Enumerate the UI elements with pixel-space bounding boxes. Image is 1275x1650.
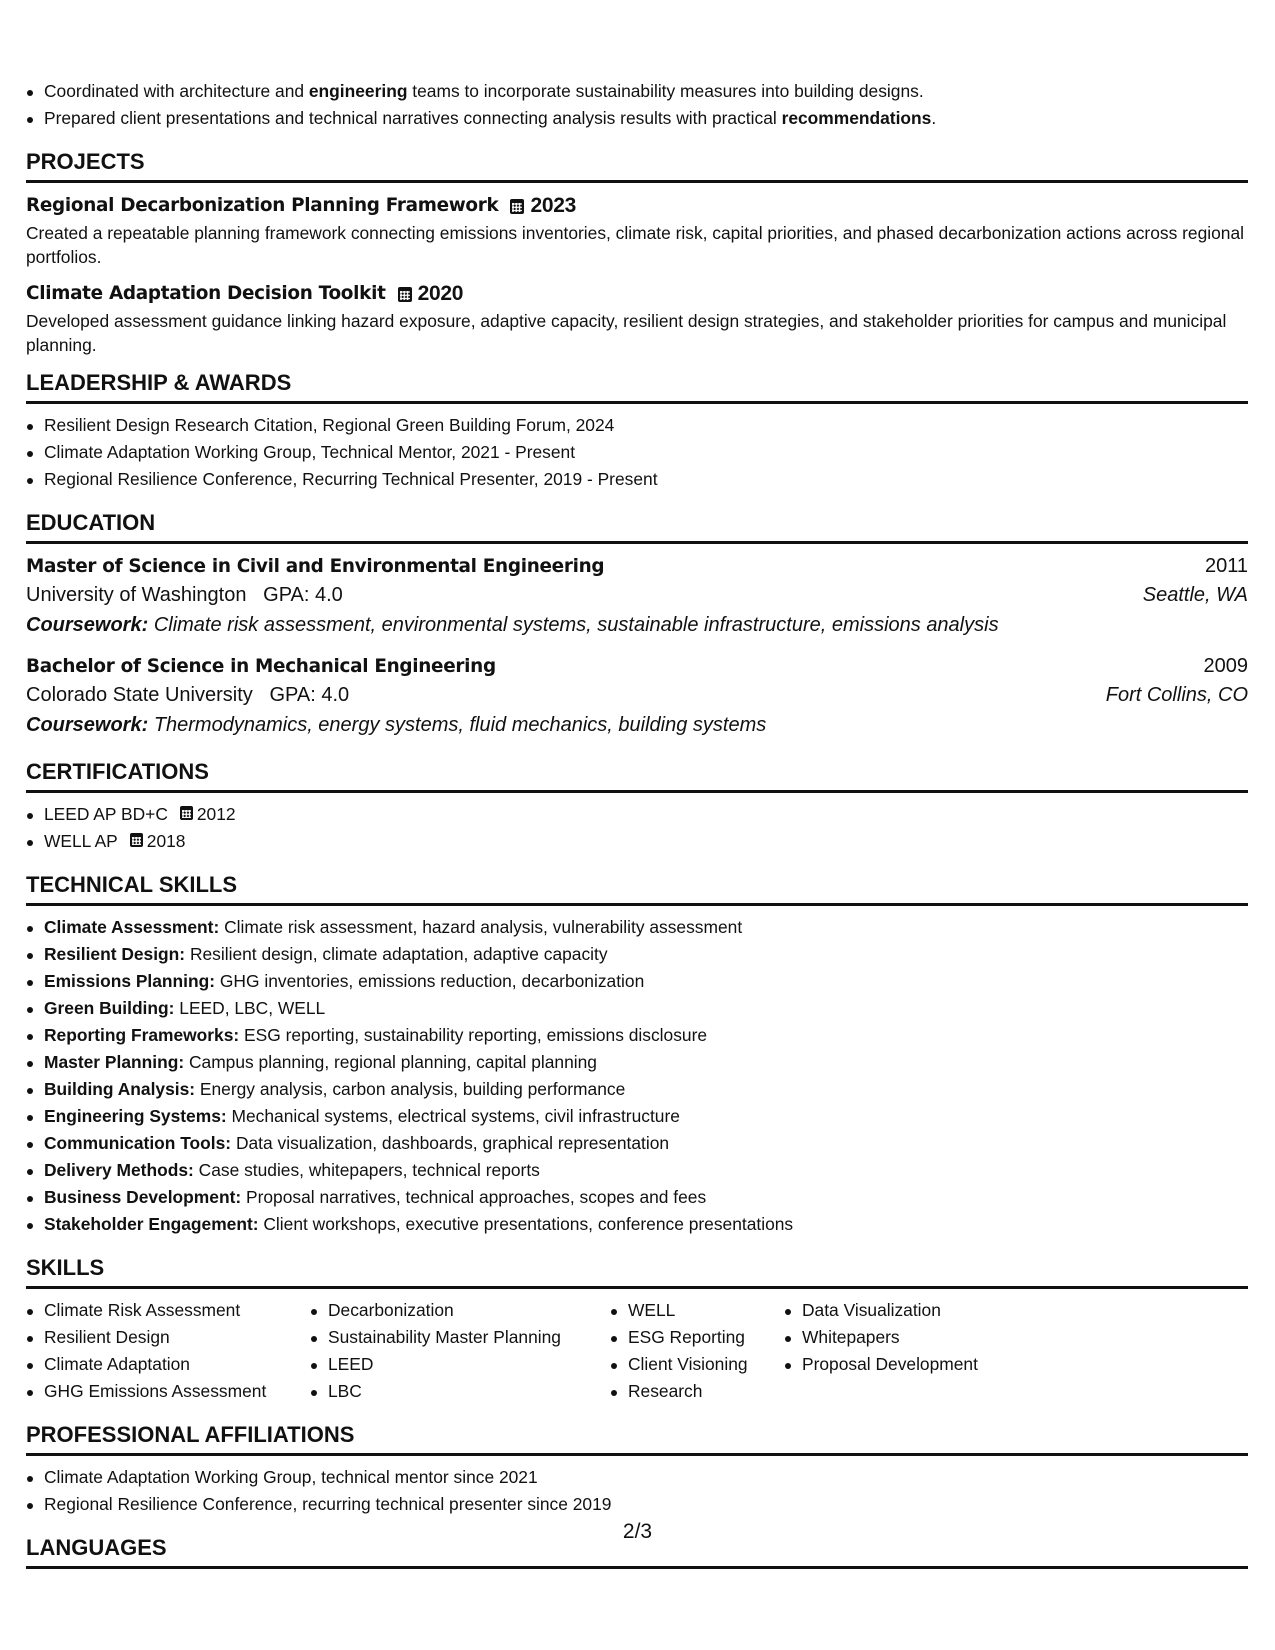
calendar-icon bbox=[398, 287, 412, 302]
list-item: WELL bbox=[628, 1297, 784, 1324]
list-item: Whitepapers bbox=[802, 1324, 1042, 1351]
project-description: Developed assessment guidance linking hazard exposure, adaptive capacity, resilient design strategies, and stakeholder priorities for campus and municipal planning. bbox=[26, 311, 1227, 355]
list-item: Communication Tools: Data visualization, dashboards, graphical representation bbox=[44, 1130, 1248, 1157]
list-item: Business Development: Proposal narratives, technical approaches, scopes and fees bbox=[44, 1184, 1248, 1211]
list-item: GHG Emissions Assessment bbox=[44, 1378, 310, 1405]
section-heading-leadership: LEADERSHIP & AWARDS bbox=[26, 369, 1248, 404]
project-title: Climate Adaptation Decision Toolkit bbox=[26, 283, 386, 304]
technical-skills-list bbox=[26, 914, 1248, 1238]
project-entry bbox=[26, 279, 1248, 357]
list-item: LBC bbox=[328, 1378, 610, 1405]
list-item: Climate Adaptation Working Group, technical mentor since 2021 bbox=[44, 1464, 1248, 1491]
list-item: Resilient Design Research Citation, Regional Green Building Forum, 2024 bbox=[44, 412, 1248, 439]
list-item: Proposal Development bbox=[802, 1351, 1042, 1378]
education-entry bbox=[26, 552, 1248, 640]
list-item: Climate Adaptation bbox=[44, 1351, 310, 1378]
project-entry bbox=[26, 191, 1248, 269]
section-heading-affiliations: PROFESSIONAL AFFILIATIONS bbox=[26, 1421, 1248, 1456]
list-item: Stakeholder Engagement: Client workshops, executive presentations, conference presentations bbox=[44, 1211, 1248, 1238]
coursework: Coursework: Climate risk assessment, environmental systems, sustainable infrastructure, emissions analysis bbox=[26, 614, 999, 636]
skills-grid bbox=[26, 1297, 1248, 1405]
list-item: LEED bbox=[328, 1351, 610, 1378]
list-item: Sustainability Master Planning bbox=[328, 1324, 610, 1351]
certifications-list bbox=[26, 801, 1248, 855]
calendar-icon bbox=[510, 199, 524, 214]
list-item: Regional Resilience Conference, Recurring Technical Presenter, 2019 - Present bbox=[44, 466, 1248, 493]
education-location: Seattle, WA bbox=[1142, 584, 1248, 606]
list-item: Engineering Systems: Mechanical systems, electrical systems, civil infrastructure bbox=[44, 1103, 1248, 1130]
calendar-icon bbox=[180, 806, 193, 820]
calendar-icon bbox=[130, 833, 143, 847]
page-number: 2/3 bbox=[622, 1520, 653, 1543]
skills-column bbox=[610, 1297, 784, 1405]
project-title: Regional Decarbonization Planning Framework bbox=[26, 195, 499, 216]
resume-page bbox=[26, 78, 1248, 1577]
gpa: GPA: 4.0 bbox=[263, 584, 343, 606]
coursework: Coursework: Thermodynamics, energy systems, fluid mechanics, building systems bbox=[26, 714, 767, 736]
list-item: Decarbonization bbox=[328, 1297, 610, 1324]
list-item: Delivery Methods: Case studies, whitepapers, technical reports bbox=[44, 1157, 1248, 1184]
project-year: 2020 bbox=[417, 282, 464, 305]
list-item: Resilient Design: Resilient design, climate adaptation, adaptive capacity bbox=[44, 941, 1248, 968]
degree: Bachelor of Science in Mechanical Engineering bbox=[26, 656, 496, 677]
education-entry bbox=[26, 652, 1248, 740]
list-item: Regional Resilience Conference, recurring technical presenter since 2019 bbox=[44, 1491, 1248, 1518]
experience-bullet: Coordinated with architecture and engineering teams to incorporate sustainability measures into building designs. bbox=[44, 78, 1248, 105]
list-item: Climate Adaptation Working Group, Technical Mentor, 2021 - Present bbox=[44, 439, 1248, 466]
gpa: GPA: 4.0 bbox=[269, 684, 350, 706]
school: University of Washington bbox=[26, 584, 247, 606]
list-item: ESG Reporting bbox=[628, 1324, 784, 1351]
list-item: WELL AP 2018 bbox=[44, 828, 1248, 855]
list-item: Master Planning: Campus planning, regional planning, capital planning bbox=[44, 1049, 1248, 1076]
list-item: LEED AP BD+C 2012 bbox=[44, 801, 1248, 828]
leadership-list bbox=[26, 412, 1248, 493]
education-location: Fort Collins, CO bbox=[1105, 684, 1248, 706]
list-item: Climate Assessment: Climate risk assessment, hazard analysis, vulnerability assessment bbox=[44, 914, 1248, 941]
section-heading-languages: LANGUAGES bbox=[26, 1534, 1248, 1569]
skills-column bbox=[310, 1297, 610, 1405]
degree: Master of Science in Civil and Environmental Engineering bbox=[26, 556, 605, 577]
section-heading-projects: PROJECTS bbox=[26, 148, 1248, 183]
skills-column bbox=[784, 1297, 1042, 1405]
affiliations-list bbox=[26, 1464, 1248, 1518]
project-year: 2023 bbox=[530, 194, 576, 217]
project-description: Created a repeatable planning framework connecting emissions inventories, climate risk, capital priorities, and phased decarbonization actions across regional portfolios. bbox=[26, 223, 1244, 267]
section-heading-education: EDUCATION bbox=[26, 509, 1248, 544]
list-item: Reporting Frameworks: ESG reporting, sustainability reporting, emissions disclosure bbox=[44, 1022, 1248, 1049]
section-heading-technical-skills: TECHNICAL SKILLS bbox=[26, 871, 1248, 906]
skills-column bbox=[26, 1297, 310, 1405]
education-year: 2011 bbox=[1204, 555, 1248, 577]
education-year: 2009 bbox=[1203, 655, 1248, 677]
experience-bullets bbox=[26, 78, 1248, 132]
list-item: Resilient Design bbox=[44, 1324, 310, 1351]
experience-bullet: Prepared client presentations and technical narratives connecting analysis results with practical recommendations. bbox=[44, 105, 1248, 132]
list-item: Research bbox=[628, 1378, 784, 1405]
list-item: Building Analysis: Energy analysis, carbon analysis, building performance bbox=[44, 1076, 1248, 1103]
section-heading-skills: SKILLS bbox=[26, 1254, 1248, 1289]
list-item: Green Building: LEED, LBC, WELL bbox=[44, 995, 1248, 1022]
list-item: Emissions Planning: GHG inventories, emissions reduction, decarbonization bbox=[44, 968, 1248, 995]
school: Colorado State University bbox=[26, 684, 253, 706]
section-heading-certifications: CERTIFICATIONS bbox=[26, 758, 1248, 793]
list-item: Climate Risk Assessment bbox=[44, 1297, 310, 1324]
list-item: Client Visioning bbox=[628, 1351, 784, 1378]
list-item: Data Visualization bbox=[802, 1297, 1042, 1324]
